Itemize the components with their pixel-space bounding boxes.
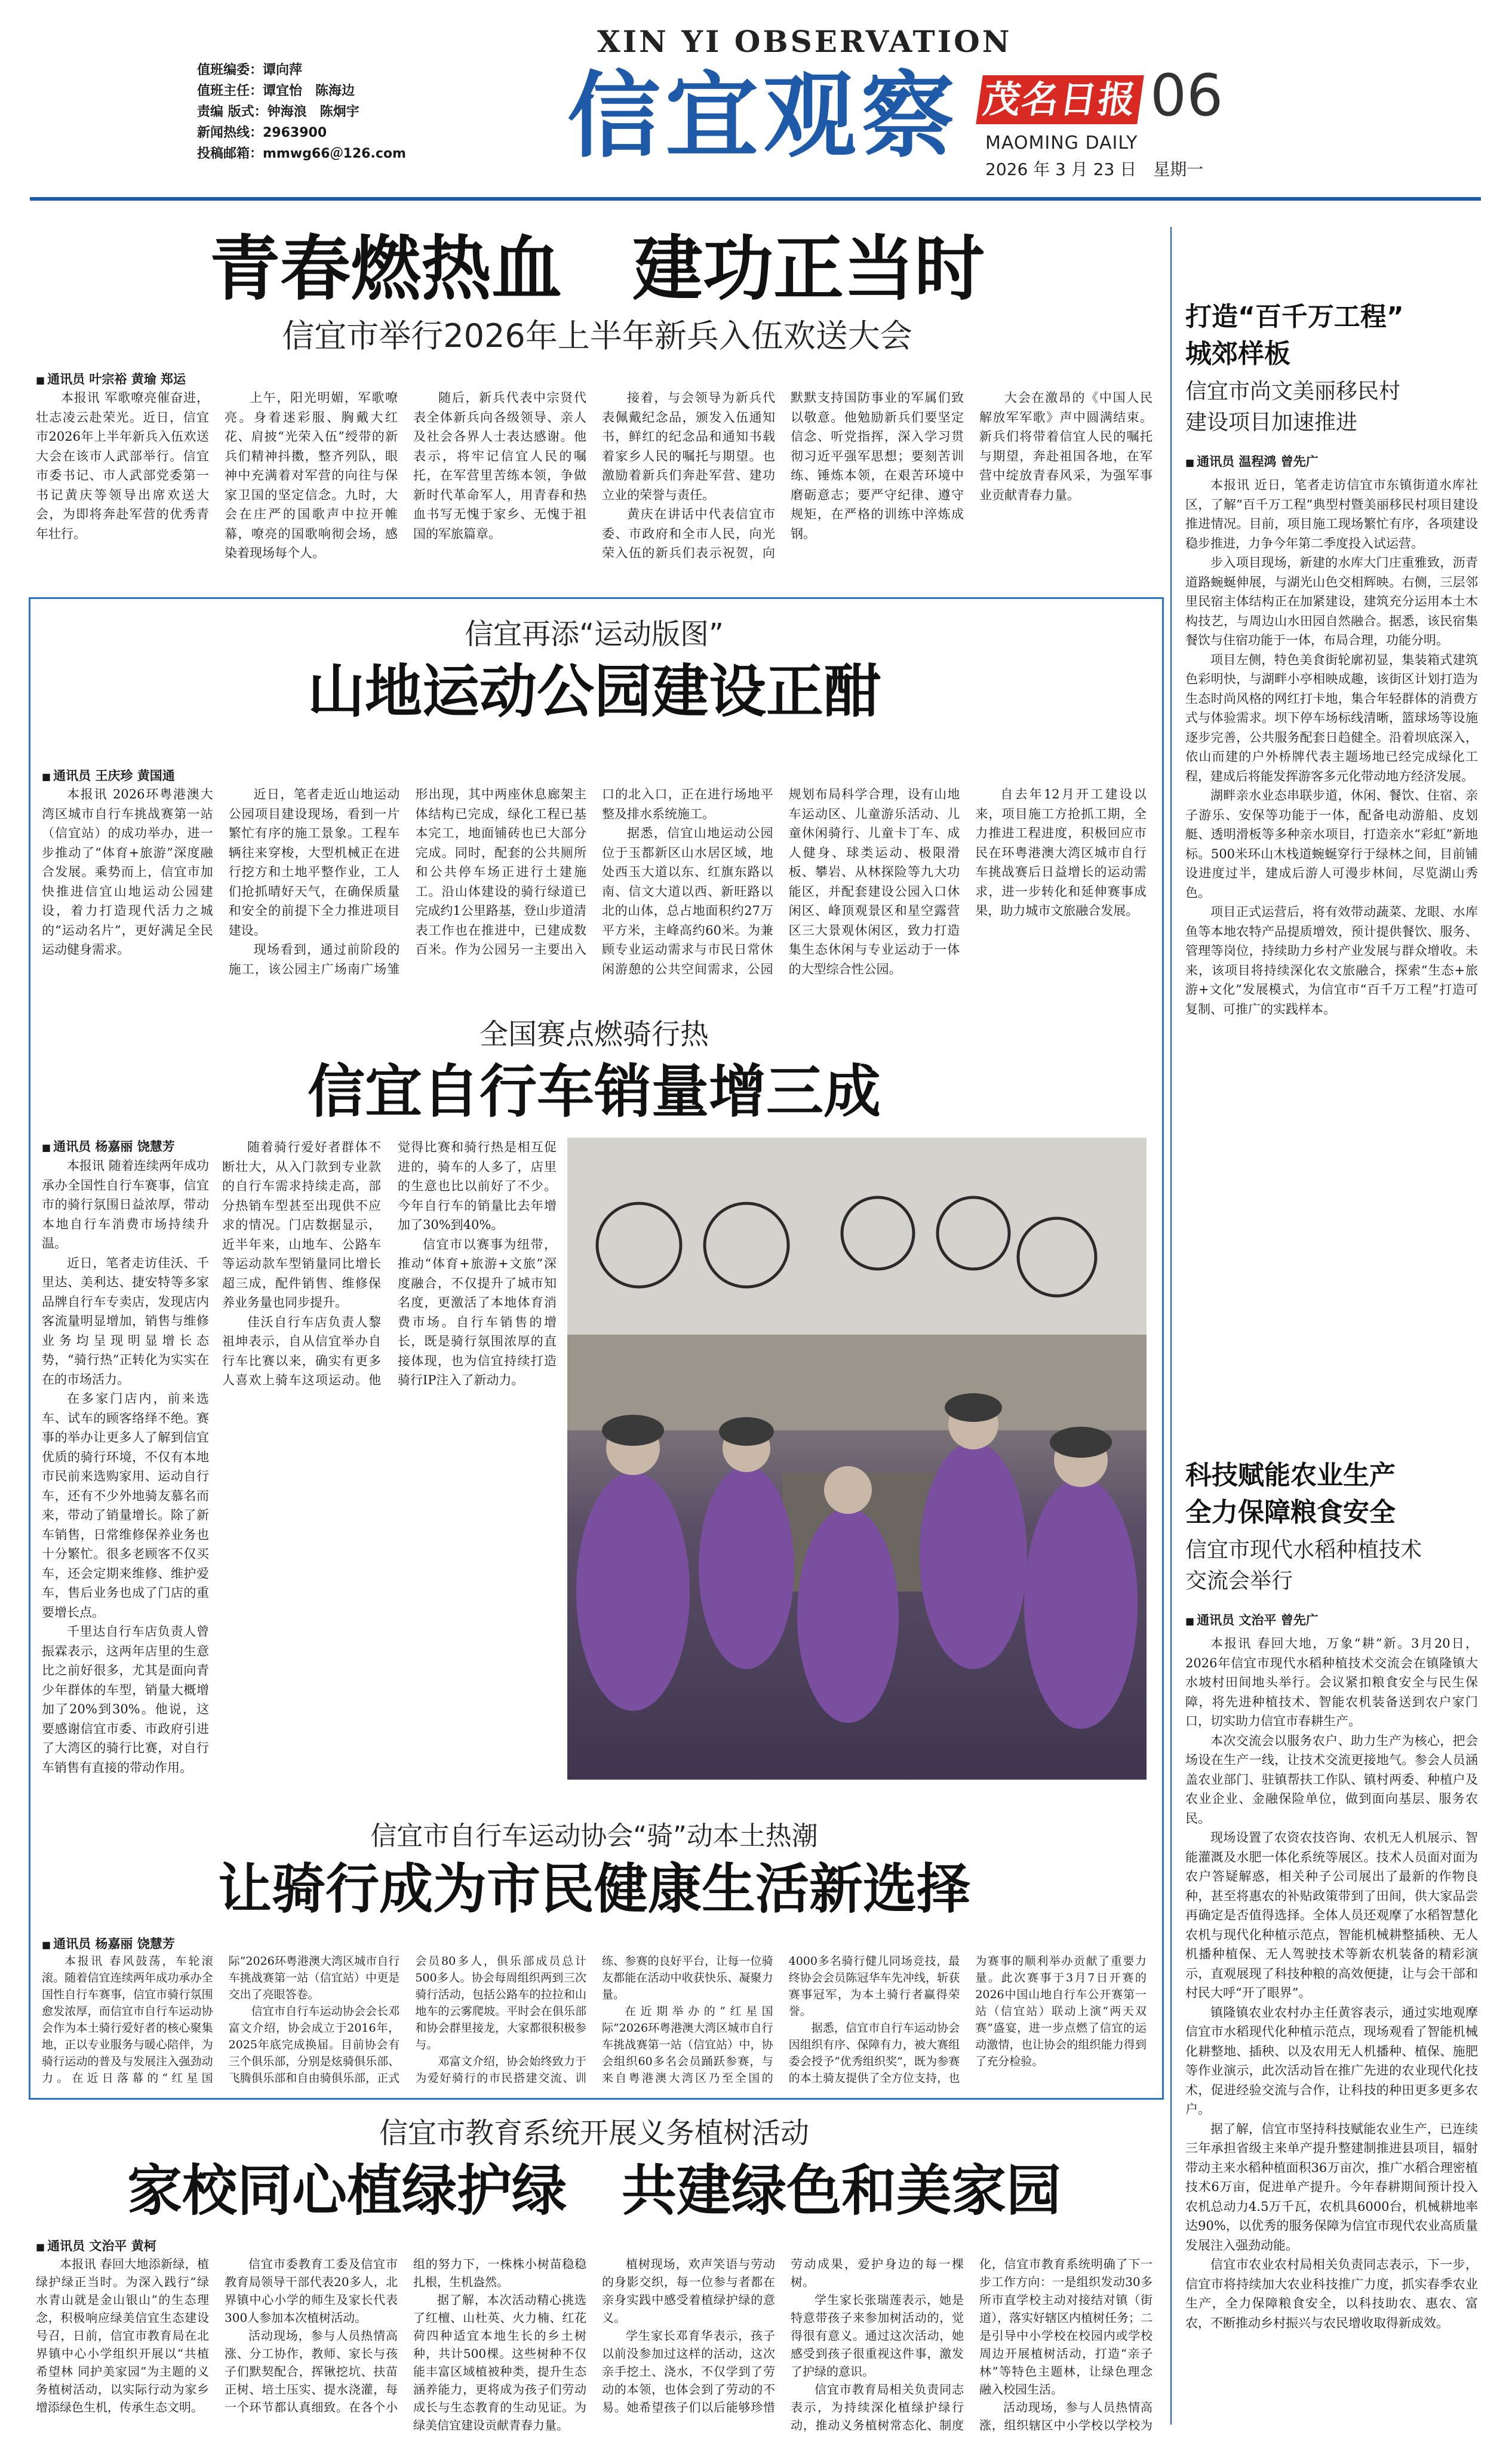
paragraph: 活动现场，参与人员热情高涨、分工协作，教师、家长与孩子们默契配合，挥锹挖坑、扶苗正树、培土压实、提水浇灌，每一个环节都认真细致。在各个小组的努力下，一株株小树苗稳稳扎根，生机盎然。	[225, 2257, 586, 2414]
paragraph: 信宜市以赛事为纽带，推动“体育+旅游+文旅”深度融合，不仅提升了城市知名度，更激活了本地体育消费市场。自行车销售的增长，既是骑行氛围浓厚的直接体现，也为信宜持续打造骑行IP注入了新动力。	[398, 1237, 557, 1387]
tree-planting-headline: 家校同心植绿护绿 共建绿色和美家园	[127, 2158, 1061, 2223]
page-number: 06	[1150, 62, 1224, 129]
paragraph: 湖畔亲水业态串联步道，休闲、餐饮、住宿、亲子游乐、安保等功能于一体，配备电动游船、皮划艇、透明滑板等多种亲水项目，打造亲水“彩虹”新地标。500米环山木栈道蜿蜒穿行于绿林之间，目前铺设进度过半，建成后游人可漫步林间，尽览湖山秀色。	[1185, 788, 1478, 900]
bike-sales-byline: ■ 通讯员 杨嘉丽 饶慧芳	[42, 1138, 269, 1157]
paragraph: 项目左侧，特色美食街轮廓初显，集装箱式建筑色彩明快，与湖畔小亭相映成趣，该街区计划打造为生态时尚风格的网红打卡地，集合年轻群体的消费方式与体验需求。坝下停车场标线清晰，篮球场等设施逐步完善，公共服务配套日趋健全。沿着坝底深入，依山而建的户外桥牌代表主题场地已经完成绿化工程，建成后将能发挥游客多元化带动地方经济发展。	[1185, 652, 1478, 784]
tree-planting-body	[36, 2235, 1153, 2450]
paragraph: 信宜市教育局相关负责同志表示，为持续深化植绿护绿行动，推动义务植树常态化、制度化，信宜市教育系统明确了下一步工作方向：一是组织发动30多所市直学校主动对接结对镇（街道），落实好辖区内植树任务；二是引导中小学校在校园内或学校周边开展植树活动，打造“亲子林”等特色主题林，让绿色理念融入校园生活。	[791, 2257, 1153, 2432]
sidebar-headline: 城郊样板	[1185, 339, 1290, 369]
paragraph: 本报讯 春回大地添新绿，植绿护绿正当时。为深入践行“绿水青山就是金山银山”的生态理念，积极响应绿美信宜生态建设号召，日前，信宜市教育局在北界镇中心小学组织开展以“共植希望林 同护美家园”为主题的义务植树活动，以实际行动为家乡增添绿色生机，传承生态文明。	[36, 2257, 209, 2414]
sidebar-byline: ■ 通讯员 文治平 曾先广	[1185, 1611, 1478, 1630]
paragraph: 本报讯 随着连续两年成功承办全国性自行车赛事，信宜市的骑行氛围日益浓厚，带动本地自行车消费市场持续升温。	[42, 1159, 209, 1251]
paragraph: 据了解，本次活动精心挑选了红檀、山杜英、火力楠、红花荷四种适宜本地生长的乡土树种，共计500棵。这些树种不仅能丰富区域植被种类，提升生态涵养能力，更将成为孩子们劳动成长与生态教育的生动见证。为绿美信宜建设贡献青春力量。	[413, 2293, 586, 2432]
paragraph: 现场设置了农资农技咨询、农机无人机展示、智能灌溉及水肥一体化系统等展区。技术人员面对面为农户答疑解惑，相关种子公司展出了最新的作物良种，甚至将惠农的补贴政策带到了田间，供大家品尝再确定是否值得选择。全体人员还观摩了水稻智慧化农机与现代化种植示范点，智能机械耕整插秧、无人机播种植保、无人驾驶技术等新农机装备的精彩演示，直观展现了科技种粮的高效便捷，让与会干部和村民大呼“开了眼界”。	[1185, 1830, 1478, 2000]
sidebar-headline: 打造“百千万工程”	[1185, 302, 1404, 332]
lead-subhead: 信宜市举行2026年上半年新兵入伍欢送大会	[282, 317, 912, 355]
paragraph: 现场看到，通过前阶段的施工，该公园主广场南广场雏形出现，其中两座休息廊架主体结构已完成，绿化工程已基本完工，地面铺砖也已大部分完成。同时，配套的公共厕所和公共停车场正进行土建施工。沿山体建设的骑行绿道已完成约1公里路基，登山步道清表工作也在推进中，已建成数百米。作为公园另一主要出入口的北入口，正在进行场地平整及排水系统施工。	[228, 787, 773, 976]
paragraph: 近日，笔者走近山地运动公园项目建设现场，看到一片繁忙有序的施工景象。工程车辆往来穿梭，大型机械正在进行挖方和土地平整作业，工人们抢抓晴好天气，在确保质量和安全的前提下全力推进项目建设。	[228, 787, 400, 938]
paper-english-name: MAOMING DAILY	[985, 133, 1138, 153]
issue-date: 2026 年 3 月 23 日 星期一	[985, 159, 1204, 179]
paragraph: 据悉，信宜山地运动公园位于玉都新区山水居区域，地处西玉大道以东、红旗东路以南、信文大道以西、新旺路以北的山体，总占地面积约27万平方米，主峰高约60米。为兼顾专业运动需求与市民日常休闲游憩的公共空间需求，公园规划布局科学合理，设有山地车运动区、儿童游乐活动、儿童休闲骑行、儿童卡丁车、成人健身、球类运动、极限滑板、攀岩、从林探险等九大功能区，并配套建设公园入口休闲区、峰顶观景区和星空露营区三大景观休闲区，致力打造集生态休闲与专业运动于一体的大型综合性公园。	[601, 787, 960, 976]
bike-sales-headline: 信宜自行车销量增三成	[308, 1058, 881, 1125]
sports-park-headline: 山地运动公园建设正酣	[308, 658, 881, 725]
staff-line: 责编 版式：钟海浪 陈炯宇	[197, 105, 359, 119]
paragraph: 学生家长邓育华表示，孩子以前没参加过这样的活动，这次亲手挖土、浇水，不仅学到了劳动的本领，也体会到了劳动的不易。她希望孩子们以后能够珍惜劳动成果，爱护身边的每一棵树。	[602, 2257, 964, 2414]
cycling-assoc-headline: 让骑行成为市民健康生活新选择	[218, 1857, 970, 1921]
paragraph: 本报讯 2026环粤港澳大湾区城市自行车挑战赛第一站（信宜站）的成功举办，进一步推动了“体育+旅游”深度融合发展。乘势而上，信宜市加快推进信宜山地运动公园建设，着力打造现代活力之城的“运动名片”，更好满足全民运动健身需求。	[42, 787, 213, 957]
paragraph: 信宜市农业农村局相关负责同志表示，下一步，信宜市将持续加大农业科技推广力度，抓实春季农业生产，全力保障粮食安全，以科技助农、惠农、富农，不断推动乡村振兴与农民增收取得新成效。	[1185, 2257, 1478, 2330]
english-title: XIN YI OBSERVATION	[597, 24, 1012, 59]
sidebar-subhead: 信宜市尚文美丽移民村	[1185, 379, 1401, 404]
paragraph: 植树现场，欢声笑语与劳动的身影交织，每一位参与者都在亲身实践中感受着植绿护绿的意义。	[602, 2257, 775, 2325]
sidebar-subhead: 交流会举行	[1185, 1569, 1293, 1593]
paragraph: 本报讯 春风鼓荡，车轮滚滚。随着信宜连续两年成功承办全国性自行车赛事，信宜市骑行氛围愈发浓厚，而信宜市自行车运动协会作为本土骑行爱好者的核心聚集地，正以专业服务与暖心陪伴，为骑行运动的普及与发展注入强劲动力。在近日落幕的“红星国际”2026环粤港澳大湾区城市自行车挑战赛第一站（信宜站）中更是交出了亮眼答卷。	[42, 1955, 400, 2085]
bike-shop-photo	[567, 1138, 1147, 1780]
lead-headline: 青春燃热血 建功正当时	[209, 227, 985, 310]
paragraph: 本报讯 近日，笔者走访信宜市东镇街道水库社区，了解“百千万工程”典型村暨美丽移民村项目建设推进情况。目前，项目施工现场繁忙有序，各项建设稳步推进，力争今年第二季度投入试运营。	[1185, 478, 1478, 551]
newspaper-name: 茂名日报	[980, 78, 1140, 121]
staff-line: 投稿邮箱：mmwg66＠126.com	[197, 146, 406, 161]
tree-planting-kicker: 信宜市教育系统开展义务植树活动	[379, 2116, 809, 2150]
paragraph: 近日，笔者走访佳沃、千里达、美利达、捷安特等多家品牌自行车专卖店，发现店内客流量明显增加，销售与维修业务均呈现明显增长态势，“骑行热”正转化为实实在在的市场活力。	[42, 1255, 209, 1387]
paragraph: 上午，阳光明媚，军歌嘹亮。身着迷彩服、胸戴大红花、肩披“光荣入伍”绶带的新兵们精神抖擞，整齐列队，眼神中充满着对军营的向往与保家卫国的坚定信念。九时，大会在庄严的国歌声中拉开帷幕，嘹亮的国歌响彻会场，感染着现场每个人。	[225, 391, 398, 560]
paragraph: 步入项目现场，新建的水库大门庄重雅致，沥青道路蜿蜒伸展，与湖光山色交相辉映。右侧，三层邻里民宿主体结构正在加紧建设，建筑充分运用本土木构技艺，与周边山水田园自然融合。据悉，该民宿集餐饮与住宿功能于一体，布局合理，功能分明。	[1185, 555, 1478, 647]
sidebar-body	[1185, 1634, 1478, 2452]
paragraph: 信宜市自行车运动协会会长邓富文介绍，协会成立于2016年，2025年底完成换届。目前协会有三个俱乐部，分别是炫骑俱乐部、飞腾俱乐部和自由骑俱乐部，正式会员80多人，俱乐部成员总计500多人。协会每周组织两到三次骑行活动，包括公路车的拉拉和山地车的云雾爬坡。平时会在俱乐部和协会群里接龙，大家都很积极参与。	[228, 1955, 586, 2085]
paragraph: 在近期举办的“红星国际”2026环粤港澳大湾区城市自行车挑战赛第一站（信宜站）中，协会组织60多名会员踊跃参赛，与来自粤港澳大湾区乃至全国的4000多名骑行健儿同场竞技，最终协会会员陈冠华车先冲线，斩获赛事冠军，为本土骑行者赢得荣誉。	[601, 1955, 960, 2085]
bike-sales-body-left	[42, 1156, 209, 1780]
bike-sales-kicker: 全国赛点燃骑行热	[479, 1018, 709, 1051]
sports-park-byline: ■ 通讯员 王庆珍 黄国通	[42, 767, 269, 786]
photo-illustration	[567, 1138, 1147, 1780]
paragraph: 学生家长张瑞莲表示，她是特意带孩子来参加树活动的，觉得很有意义。通过这次活动，她感受到孩子很重视这件事，激发了护绿的意识。	[791, 2293, 964, 2379]
sidebar-divider	[1170, 227, 1172, 2425]
staff-box	[197, 60, 508, 164]
sidebar-story-two	[1185, 1457, 1478, 2452]
paragraph: 项目正式运营后，将有效带动蔬菜、龙眼、水库鱼等本地农特产品提质增效，预计提供餐饮、服务、管理等岗位，持续助力乡村产业发展与群众增收。未来，该项目将持续深化农文旅融合，探索“生态+旅游+文化”发展模式，为信宜市“百千万工程”打造可复制、可推广的实践样本。	[1185, 905, 1478, 1016]
sports-park-kicker: 信宜再添“运动版图”	[465, 617, 724, 651]
sidebar-body	[1185, 475, 1478, 1586]
cycling-assoc-byline: ■ 通讯员 杨嘉丽 饶慧芳	[42, 1935, 269, 1954]
paragraph: 佳沃自行车店负责人黎祖坤表示，自从信宜举办自行车比赛以来，确实有更多人喜欢上骑车这项运动。他觉得比赛和骑行热是相互促进的，骑车的人多了，店里的生意也比以前好了不少。今年自行车的销量比去年增加了30%到40%。	[222, 1140, 557, 1387]
sidebar-subhead: 建设项目加速推进	[1185, 410, 1358, 435]
paragraph: 接着，与会领导为新兵代表佩戴纪念品，颁发入伍通知书，鲜红的纪念品和通知书载着家乡人民的嘱托与期望。也激励着新兵们奔赴军营、建功立业的荣誉与责任。	[602, 391, 775, 502]
cycling-assoc-body	[42, 1933, 1147, 2089]
paragraph: 在多家门店内，前来选车、试车的顾客络绎不绝。赛事的举办让更多人了解到信宜优质的骑行环境，不仅有本地市民前来选购家用、运动自行车，还有不少外地骑友慕名而来，带动了销量增长。除了新车销售，日常维修保养业务也十分繁忙。很多老顾客不仅买车，还会定期来维修、维护爱车，售后业务也成了门店的重要增长点。	[42, 1391, 209, 1620]
paragraph: 大会在激昂的《中国人民解放军军歌》声中圆满结束。新兵们将带着信宜人民的嘱托与期望，奔赴祖国各地，在军营中绽放青春风采，为强军事业贡献青春力量。	[979, 391, 1153, 502]
paragraph: 随着骑行爱好者群体不断壮大，从入门款到专业款的自行车需求持续走高，部分热销车型甚至出现供不应求的情况。门店数据显示，近半年来，山地车、公路车等运动款车型销量同比增长超三成，配件销售、维修保养业务量也同步提升。	[222, 1140, 381, 1310]
staff-line: 值班编委：谭向萍	[197, 63, 303, 78]
paragraph: 镇隆镇农业农村办主任黄容表示，通过实地观摩信宜市水稻现代化种植示范点，现场观看了智能机械化耕整地、插秧、以及农用无人机播种、植保、施肥等作业演示，此次活动旨在推广先进的农业现代化技术，促进经验交流与合作，让科技的种田更多更多农户。	[1185, 2005, 1478, 2116]
paragraph: 本次交流会以服务农户、助力生产为核心，把会场设在生产一线，让技术交流更接地气。参会人员涵盖农业部门、驻镇帮扶工作队、镇村两委、种植户及农业企业、金融保险单位，做到面向基层、服务农民。	[1185, 1733, 1478, 1826]
paragraph: 黄庆在讲话中代表信宜市委、市政府和全市人民，向光荣入伍的新兵们表示祝贺，向默默支持国防事业的军属们致以敬意。他勉励新兵们要坚定信念、听党指挥，深入学习贯彻习近平强军思想；要刻苦训练、锤炼本领，在艰苦环境中磨砺意志；要严守纪律、遵守规矩，在严格的训练中淬炼成钢。	[602, 391, 964, 560]
sports-park-body	[42, 764, 1147, 1003]
paragraph: 随后，新兵代表中宗贤代表全体新兵向各级领导、亲人及社会各界人士表达感谢。他表示，将牢记信宜人民的嘱托，在军营里苦练本领，争做新时代革命军人，用青春和热血书写无愧于家乡、无愧于祖国的军旅篇章。	[413, 391, 586, 541]
masthead-rule	[30, 197, 1481, 201]
paragraph: 千里达自行车店负责人曾振霖表示，这两年店里的生意比之前好很多，尤其是面向青少年群体的车型，销量大概增加了20%到30%。他说，这要感谢信宜市委、市政府引进了大湾区的骑行比赛，对自行车销售有直接的带动作用。	[42, 1624, 209, 1775]
staff-line: 值班主任：谭宜怡 陈海边	[197, 84, 355, 99]
bike-sales-body-mid	[222, 1138, 557, 1780]
staff-line: 新闻热线：2963900	[197, 125, 327, 140]
paragraph: 自去年12月开工建设以来，项目施工方抢抓工期，全力推进工程进度，积极回应市民在环粤港澳大湾区城市自行车挑战赛后日益增长的运动需求，进一步转化和延伸赛事成果，助力城市文旅融合发展。	[975, 787, 1147, 918]
paragraph: 信宜市委教育工委及信宜市教育局领导干部代表20多人，北界镇中心小学的师生及家长代表300人参加本次植树活动。	[225, 2257, 398, 2325]
paragraph: 活动现场，参与人员热情高涨，组织辖区中小学校以学校为	[979, 2400, 1153, 2432]
paragraph: 本报讯 军歌嘹亮催奋进，壮志凌云赴荣光。近日，信宜市2026年上半年新兵入伍欢送大会在该市人武部举行。信宜市委书记、市人武部党委第一书记黄庆等领导出席欢送大会，为即将奔赴军营的优秀青年壮行。	[36, 391, 209, 541]
paragraph: 据了解，信宜市坚持科技赋能农业生产，已连续三年承担省级主来单产提升整建制推进县项目，辐射带动主来水稻种植面积36万亩次，推广水稻合理密植技术6万亩，促进单产提升。今年春耕期间预计投入农机总动力4.5万千瓦，农机具6000台，机械耕地率达90%，以优秀的服务保障为信宜市现代农业高质量发展注入强劲动能。	[1185, 2121, 1478, 2253]
newspaper-logo	[976, 75, 1144, 124]
sidebar-subhead: 信宜市现代水稻种植技术	[1185, 1538, 1422, 1562]
lead-byline: ■ 通讯员 叶宗裕 黄瑜 郑运	[36, 370, 263, 389]
tree-planting-byline: ■ 通讯员 文治平 黄柯	[36, 2237, 263, 2256]
paragraph: 本报讯 春回大地，万象“耕”新。3月20日，2026年信宜市现代水稻种植技术交流会在镇隆镇大水坡村田间地头举行。会议紧扣粮食安全与民生保障，将先进种植技术、智能农机装备送到农户家门口，切实助力信宜市春耕生产。	[1185, 1636, 1478, 1728]
lead-body	[36, 388, 1153, 585]
sidebar-headline: 科技赋能农业生产	[1185, 1460, 1396, 1491]
sidebar-story-one	[1185, 299, 1478, 1586]
masthead	[0, 0, 1509, 203]
paragraph: 据悉，信宜市自行车运动协会因组织有序、保障有力，被大赛组委会授予“优秀组织奖”，既为参赛的本土骑友提供了全方位支持，也为赛事的顺利举办贡献了重要力量。此次赛事于3月7日开赛的2026中国山地自行车公开赛第一站（信宜站）联动上演“两天双赛”盛宴，进一步点燃了信宜的运动激情，也让协会的组织能力得到了充分检验。	[788, 1955, 1147, 2085]
sidebar-byline: ■ 通讯员 温程鸿 曾先广	[1185, 453, 1478, 472]
paragraph: 邓富文介绍，协会始终致力于为爱好骑行的市民搭建交流、训练、参赛的良好平台，让每一位骑友都能在活动中收获快乐、凝聚力量。	[415, 1955, 773, 2085]
sidebar-headline: 全力保障粮食安全	[1185, 1497, 1396, 1528]
section-title: 信宜观察	[567, 62, 959, 170]
cycling-assoc-kicker: 信宜市自行车运动协会“骑”动本土热潮	[370, 1821, 818, 1851]
